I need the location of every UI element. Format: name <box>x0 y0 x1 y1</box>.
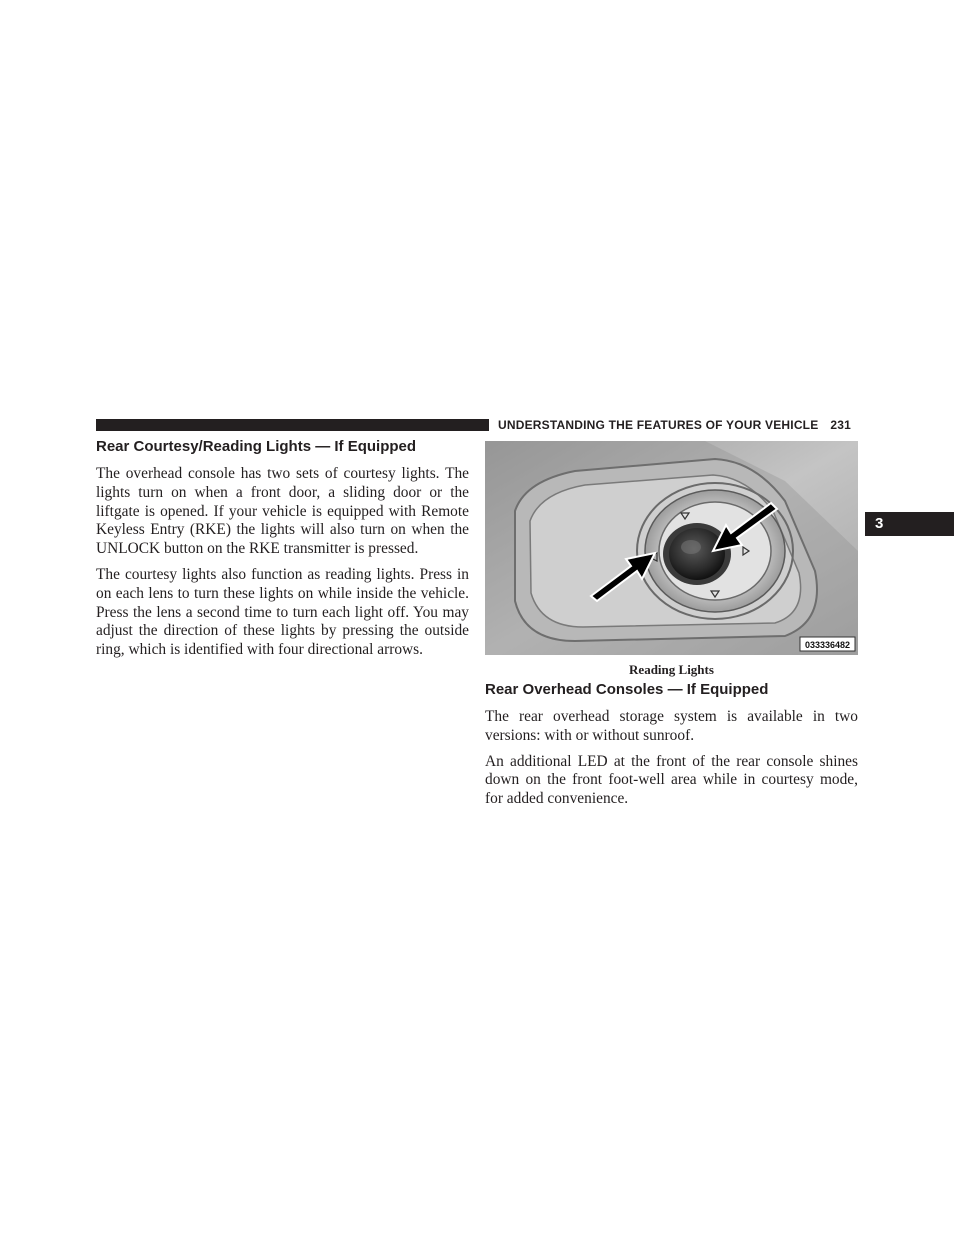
right-column <box>485 680 858 816</box>
figure-caption: Reading Lights <box>629 662 714 677</box>
header-rule <box>96 419 489 431</box>
figure-id-label: 033336482 <box>804 640 851 650</box>
paragraph: The courtesy lights also function as reading lights. Press in on each lens to turn these lights on while inside the vehicle. Press the lens a second time to turn each light off. You may adjust the direction of these lights by pressing the outside ring, which is identified with four directional arrows. <box>96 565 469 659</box>
page-number: 231 <box>830 418 852 432</box>
running-header <box>498 418 858 432</box>
reading-lights-illustration <box>485 441 858 655</box>
paragraph: The overhead console has two sets of courtesy lights. The lights turn on when a front door, a sliding door or the liftgate is opened. If your vehicle is equipped with Remote Keyless Entry (RKE) the lights will also turn on when the UNLOCK button on the RKE transmitter is pressed. <box>96 465 469 558</box>
section-heading-overhead-consoles: Rear Overhead Consoles — If Equipped <box>485 681 769 698</box>
section-title: UNDERSTANDING THE FEATURES OF YOUR VEHICLE <box>498 418 819 432</box>
paragraph: The rear overhead storage system is available in two versions: with or without sunroof. <box>485 708 858 744</box>
chapter-tab: 3 <box>865 512 954 536</box>
section-heading-courtesy-lights: Rear Courtesy/Reading Lights — If Equipped <box>96 438 417 455</box>
paragraph: An additional LED at the front of the rear console shines down on the front foot-well area while in courtesy mode, for added convenience. <box>485 752 858 808</box>
left-column <box>96 437 469 667</box>
